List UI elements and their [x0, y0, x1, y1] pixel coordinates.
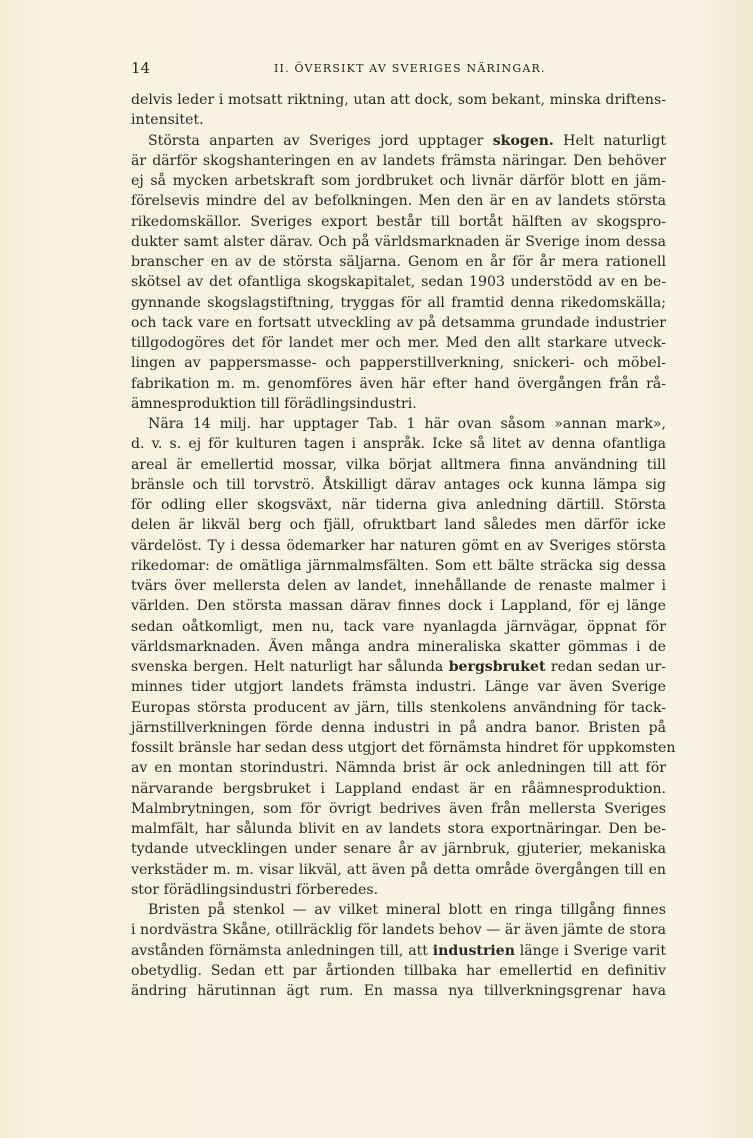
text-run: förelsevis mindre del av befolkningen. Men den är en av landets största	[131, 193, 666, 210]
text-run: verkstäder m. m. visar likväl, att även på detta område övergången till en	[131, 861, 666, 878]
running-head: II. ÖVERSIKT AV SVERIGES NÄRINGAR.	[274, 62, 546, 75]
text-run: obetydlig. Sedan ett par årtionden tillbaka har emellertid en definitiv	[131, 962, 666, 979]
text-line	[131, 920, 666, 940]
text-line	[131, 495, 666, 515]
text-run: gynnande skogslagstiftning, tryggas för all framtid denna rikedomskälla;	[131, 294, 666, 311]
text-line	[131, 110, 666, 130]
text-line	[131, 981, 666, 1001]
page-header	[131, 59, 661, 81]
text-run: tvärs över mellersta delen av landet, innehållande de renaste malmer i	[131, 578, 666, 594]
text-line	[131, 515, 666, 535]
text-run: ändring härutinnan ägt rum. En massa nya tillverkningsgrenar hava	[131, 983, 666, 999]
text-line	[131, 353, 666, 373]
text-line	[131, 90, 666, 110]
text-line	[131, 475, 666, 495]
text-run: och tack vare en fortsatt utveckling av på detsamma grundade industrier	[131, 314, 666, 331]
text-run: rikedomar: de omätliga järnmalmsfälten. Som ett bälte sträcka sig dessa	[131, 557, 666, 574]
text-run: dukter samt alster därav. Och på världsmarknaden är Sverige inom dessa	[131, 233, 666, 250]
bold-term: industrien	[432, 942, 515, 959]
text-run: i nordvästra Skåne, otillräcklig för landets behov — är även jämte de stora	[131, 922, 666, 939]
text-line	[131, 596, 666, 616]
text-line	[131, 941, 666, 961]
text-run: malmfält, har sålunda blivit en av landets stora exportnäringar. Den be-	[131, 821, 666, 837]
bold-term: skogen.	[492, 132, 554, 149]
text-line	[131, 718, 666, 738]
text-line	[131, 799, 666, 819]
text-line	[131, 698, 666, 718]
text-run: av en montan storindustri. Nämnda brist är ock anledningen till att för	[131, 760, 666, 777]
text-run: Bristen på stenkol — av vilket mineral blott en ringa tillgång finnes	[148, 902, 666, 918]
text-line	[131, 819, 666, 839]
text-line	[131, 779, 666, 799]
text-run: areal är emellertid mossar, vilka börjat alltmera finna användning till	[131, 456, 666, 473]
text-run: värdelöst. Ty i dessa ödemarker har naturen gömt en av Sveriges största	[131, 537, 666, 554]
text-line	[131, 434, 666, 454]
bold-term: bergsbruket	[448, 659, 546, 675]
text-run: delen är likväl berg och fjäll, ofruktbart land således men därför icke	[131, 517, 666, 534]
text-run: världsmarknaden. Även många andra mineraliska skatter gömmas i de	[131, 638, 666, 655]
text-line	[131, 313, 666, 333]
body-text	[131, 90, 676, 1001]
text-run: Största anparten av Sveriges jord upptager	[148, 132, 493, 149]
text-line	[131, 860, 666, 880]
text-line	[131, 191, 666, 211]
text-line	[131, 232, 666, 252]
text-line	[131, 617, 666, 637]
text-line	[131, 252, 666, 272]
text-line	[131, 758, 666, 778]
text-line	[131, 293, 666, 313]
text-line	[131, 657, 666, 677]
text-line	[131, 637, 666, 657]
text-line	[131, 151, 666, 171]
text-line	[131, 272, 666, 292]
text-run: järnstillverkningen förde denna industri in på andra banor. Bristen på	[131, 719, 666, 736]
text-line	[131, 333, 666, 353]
text-run: minnes tider utgjort landets främsta industri. Länge var även Sverige	[131, 679, 666, 696]
text-run: d. v. s. ej för kulturen tagen i anspråk. Icke så litet av denna ofantliga	[131, 436, 666, 453]
text-run: ämnesproduktion till förädlingsindustri.	[131, 395, 417, 412]
text-run: Malmbrytningen, som för övrigt bedrives även från mellersta Sveriges	[131, 800, 666, 817]
text-line	[131, 455, 666, 475]
text-run: sedan oåtkomligt, men nu, tack vare nyanlagda järnvägar, öppnat för	[131, 618, 666, 635]
text-line	[131, 212, 666, 232]
text-run: Nära 14 milj. har upptager Tab. 1 här ovan såsom »annan mark»,	[148, 416, 666, 432]
text-run: världen. Den största massan därav finnes dock i Lappland, för ej länge	[131, 598, 666, 615]
text-run: Europas största producent av järn, tills stenkolens användning för tack-	[131, 699, 666, 716]
text-line	[131, 961, 666, 981]
text-line	[131, 677, 666, 697]
text-line	[131, 374, 666, 394]
text-line	[131, 576, 666, 596]
text-run: avstånden förnämsta anledningen till, att	[131, 942, 433, 959]
text-run: skötsel av det ofantliga skogskapitalet, sedan 1903 understödd av en be-	[131, 274, 666, 291]
text-run: tillgodogöres det för landet mer och mer. Med den allt starkare utveck-	[131, 335, 666, 351]
text-run: länge i Sverige varit	[514, 942, 666, 959]
text-run: Helt naturligt	[553, 132, 666, 149]
text-run: är därför skogshanteringen en av landets främsta näringar. Den behöver	[131, 152, 666, 169]
text-line	[131, 414, 666, 434]
text-run: branscher en av de största säljarna. Genom en år för år mera rationell	[131, 254, 666, 270]
text-line	[131, 536, 666, 556]
text-line	[131, 394, 666, 414]
text-run: redan sedan ur-	[545, 659, 666, 675]
text-run: tydande utvecklingen under senare år av järnbruk, gjuterier, mekaniska	[131, 841, 666, 858]
text-run: fabrikation m. m. genomföres även här efter hand övergången från rå-	[131, 375, 666, 392]
text-run: för odling eller skogsväxt, när tiderna giva anledning därtill. Största	[131, 497, 666, 513]
text-line	[131, 131, 666, 151]
text-run: svenska bergen. Helt naturligt har sålunda	[131, 659, 449, 675]
text-run: intensitet.	[131, 112, 204, 129]
text-run: delvis leder i motsatt riktning, utan att dock, som bekant, minska driftens-	[131, 92, 666, 108]
text-run: närvarande bergsbruket i Lappland endast är en råämnesproduktion.	[131, 780, 666, 797]
text-run: fossilt bränsle har sedan dess utgjort det förnämsta hindret för uppkomsten	[131, 740, 676, 756]
text-run: rikedomskällor. Sveriges export består till bortåt hälften av skogspro-	[131, 213, 666, 230]
text-line	[131, 880, 666, 900]
text-run: bränsle och till torvströ. Åtskilligt därav antages ock kunna lämpa sig	[131, 476, 666, 493]
text-line	[131, 171, 666, 191]
text-line	[131, 900, 666, 920]
text-run: stor förädlingsindustri förberedes.	[131, 881, 379, 898]
page-number: 14	[131, 59, 151, 77]
text-run: lingen av pappersmasse- och papperstillverkning, snickeri- och möbel-	[131, 355, 666, 372]
text-line	[131, 556, 666, 576]
text-line	[131, 839, 666, 859]
text-line	[131, 738, 676, 758]
text-run: ej så mycken arbetskraft som jordbruket och livnär därför blott en jäm-	[131, 173, 666, 189]
